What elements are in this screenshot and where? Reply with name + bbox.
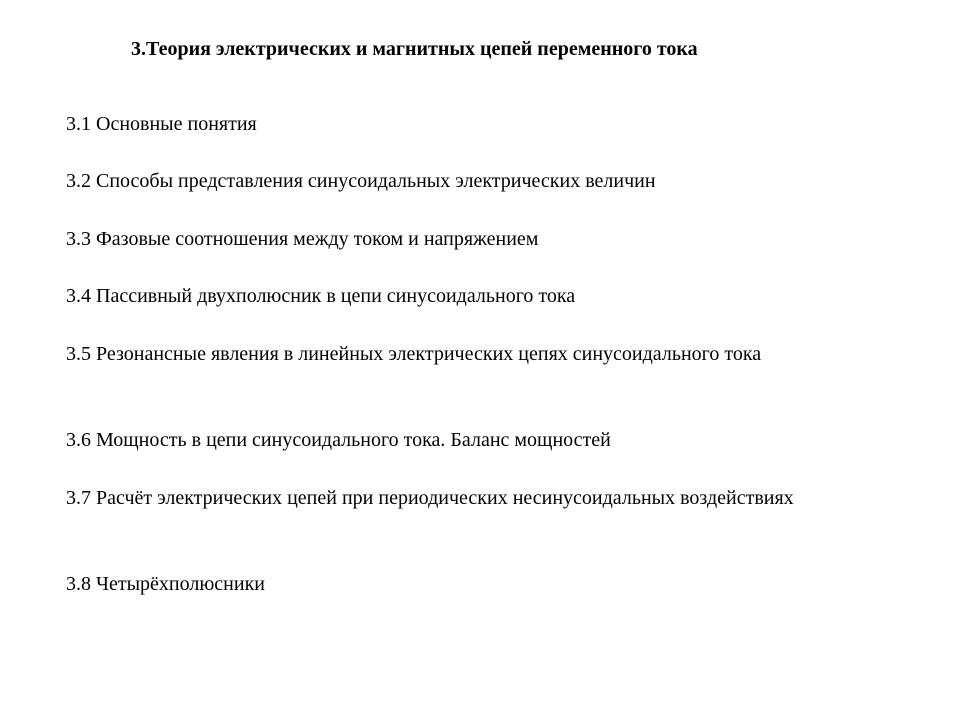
topic-item: 3.1 Основные понятия	[66, 113, 257, 135]
topic-item: 3.6 Мощность в цепи синусоидального тока. Баланс мощностей	[66, 429, 611, 451]
topic-item: 3.2 Способы представления синусоидальных электрических величин	[66, 170, 656, 192]
topic-item: 3.3 Фазовые соотношения между током и напряжением	[66, 228, 539, 250]
slide-title: 3.Теория электрических и магнитных цепей переменного тока	[131, 38, 698, 60]
topic-item: 3.8 Четырёхполюсники	[66, 573, 265, 595]
topic-item: 3.7 Расчёт электрических цепей при периодических несинусоидальных воздействиях	[66, 487, 794, 509]
topic-item: 3.5 Резонансные явления в линейных электрических цепях синусоидального тока	[66, 343, 762, 365]
topic-item: 3.4 Пассивный двухполюсник в цепи синусоидального тока	[66, 285, 576, 307]
